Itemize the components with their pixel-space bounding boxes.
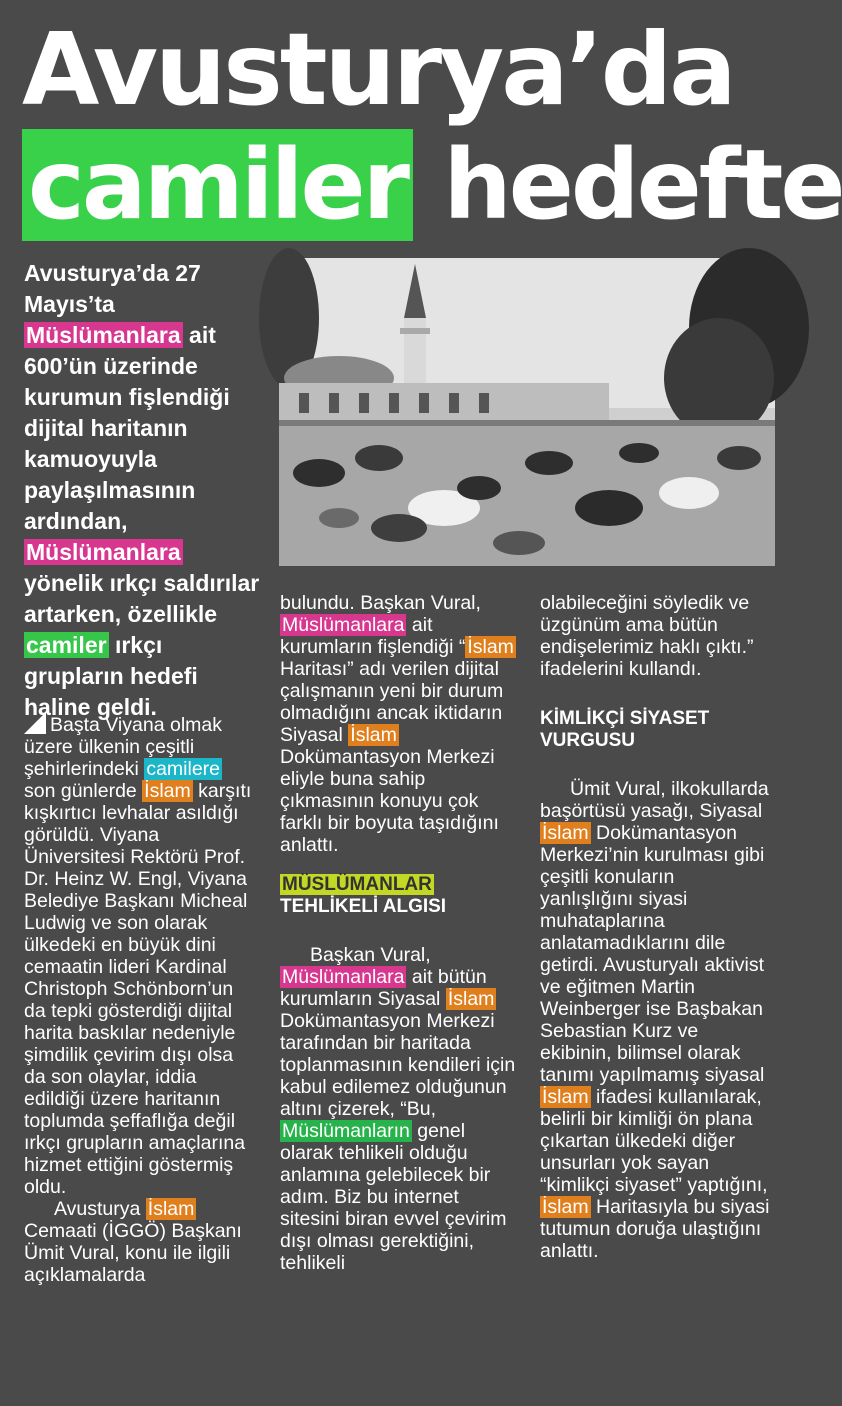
highlight-muslumanlara: Müslümanlara — [26, 322, 181, 348]
article-column-1 — [24, 712, 256, 1286]
text: Cemaati (İGGÖ) Başkanı Ümit Vural, konu ile ilgili açıklamalarda — [24, 1220, 242, 1286]
text: bulundu. Başkan Vural, — [280, 592, 481, 614]
text: Ümit Vural, ilkokullarda başörtüsü yasağı, Siyasal — [540, 778, 769, 822]
text: Başta Viyana olmak üzere ülkenin çeşitli şehirlerindeki — [24, 714, 222, 780]
text: Haritasıyla bu siyasi tutumun doruğa ulaştığını anlattı. — [540, 1196, 770, 1262]
highlight-camiler: camiler — [26, 632, 107, 658]
text: ait kurumların fişlendiği “ — [280, 614, 466, 658]
text: ait bütün kurumların Siyasal — [280, 966, 487, 1010]
highlight-islam: İslam — [542, 1196, 589, 1218]
paragraph — [280, 944, 518, 1274]
highlight-subheading: MÜSLÜMANLAR — [282, 874, 432, 895]
headline — [0, 0, 842, 250]
lead-text: yönelik ırkçı saldırılar artarken, özellikle — [24, 570, 260, 627]
highlight-muslumanlara: Müslümanlara — [26, 539, 181, 565]
highlight-islam: İslam — [350, 724, 397, 746]
article-column-3 — [540, 592, 772, 1262]
headline-line-1: Avusturya’da — [22, 11, 734, 128]
article-column-2 — [280, 592, 518, 1274]
paragraph — [540, 778, 772, 1262]
paragraph: olabileceğini söyledik ve üzgünüm ama bütün endişelerimiz haklı çıktı.” ifadelerini kullandı. — [540, 592, 754, 680]
highlight-islam: İslam — [447, 988, 495, 1010]
lead-text: Avusturya’da 27 Mayıs’ta — [24, 260, 201, 317]
text: karşıtı kışkırtıcı levhalar asıldığı görüldü. Viyana Üniversitesi Rektörü Prof. Dr. Heinz W. Engl, Viyana Belediye Başkanı Micheal Ludwig ve son olarak ülkedeki en büyük dini cemaatin lideri Kardinal Christoph Schönborn’un da tepki gösterdiği dijital harita baskılar nedeniyle şimdilik çevirim dışı olsa da son olaylar, iddia edildiği üzere haritanın toplumda şeffaflığa değil ırkçı grupların amaçlarına hizmet ettiğini göstermiş oldu. — [24, 780, 252, 1198]
text: ifadesi kullanılarak, belirli bir kimliği ön plana çıkartan ülkedeki diğer unsurları yok sayan “kimlikçi siyaset” yaptığını, — [540, 1086, 768, 1196]
subheading-muslumanlar — [280, 874, 518, 918]
highlight-muslumanlara: Müslümanlara — [282, 966, 405, 988]
paragraph — [280, 592, 518, 856]
highlight-islam: İslam — [144, 780, 191, 802]
text: Dokümantasyon Merkezi’nin kurulması gibi çeşitli konuların yanlışlığını siyasi muhataplarına anlatamadıklarını dile getirdi. Avusturyalı aktivist ve eğitmen Martin Weinberger ise Başbakan Sebastian Kurz ve ekibinin, bilimsel olarak tanımı yapılmamış siyasal — [540, 822, 765, 1086]
text: Avusturya — [54, 1198, 146, 1220]
highlight-camilere: camilere — [146, 758, 220, 780]
paragraph — [24, 712, 256, 1198]
text: Dokümantasyon Merkezi tarafından bir haritada toplanmasının kendileri için kabul edilemez olduğunun altını çizerek, “Bu, — [280, 1010, 516, 1120]
text: Başkan Vural, — [310, 944, 431, 966]
text: genel olarak tehlikeli olduğu anlamına gelebilecek bir adım. Biz bu internet sitesini biran evvel çevirim dışı olması gerektiğini, tehlikeli — [280, 1120, 507, 1274]
headline-rest: hedefte — [443, 129, 842, 241]
lead-paragraph — [24, 258, 262, 723]
headline-line-2 — [22, 130, 842, 240]
highlight-muslumanlarin: Müslümanların — [282, 1120, 410, 1142]
highlight-islam: İslam — [542, 1086, 589, 1108]
triangle-marker-icon — [24, 712, 46, 734]
subheading-kimlikci-siyaset: KİMLİKÇİ SİYASET VURGUSU — [540, 708, 710, 751]
text: Haritası” adı verilen dijital çalışmanın yeni bir durum olmadığını ancak iktidarın Siyasal — [280, 658, 504, 746]
highlight-islam: İslam — [147, 1198, 195, 1220]
lead-text: ait 600’ün üzerinde kurumun fişlendiği dijital haritanın kamuoyuyla paylaşılmasının ardından, — [24, 322, 230, 534]
paragraph — [24, 1198, 256, 1286]
text: son günlerde — [24, 780, 143, 802]
highlight-islam: İslam — [467, 636, 514, 658]
mosque-prayer-photo — [279, 258, 775, 566]
text: Dokümantasyon Merkezi eliyle buna sahip çıkmasının konuyu çok farklı bir boyuta taşıdığını anlattı. — [280, 746, 499, 856]
highlight-islam: İslam — [542, 822, 589, 844]
lead-text: ırkçı grupların hedefi haline geldi. — [24, 632, 198, 720]
photo-illustration — [279, 258, 775, 566]
headline-highlight: camiler — [22, 129, 413, 241]
text: TEHLİKELİ ALGISI — [280, 896, 447, 917]
highlight-muslumanlara: Müslümanlara — [282, 614, 405, 636]
